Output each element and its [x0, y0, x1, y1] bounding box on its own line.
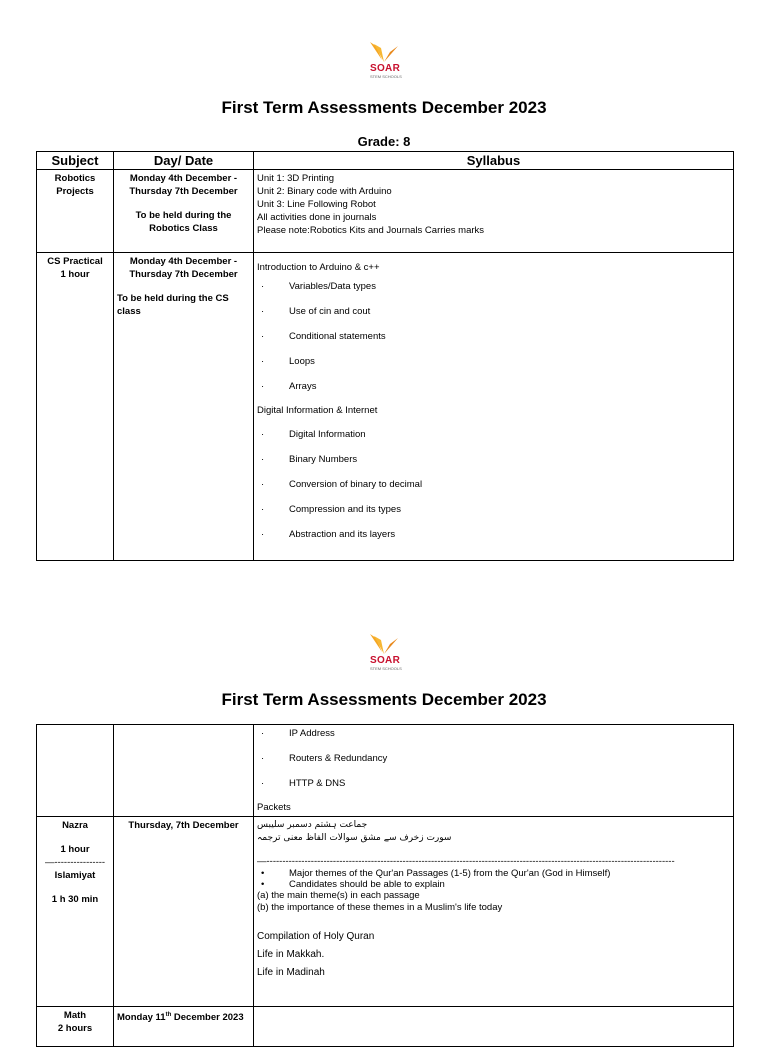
syllabus-line: Unit 2: Binary code with Arduino	[257, 186, 392, 197]
list-item: · Variables/Data types	[261, 281, 376, 292]
grade-label: Grade: 8	[357, 134, 411, 149]
list-item: • Candidates should be able to explain	[261, 879, 445, 890]
urdu-line: جماعت ہشتم دسمبر سلیبس	[257, 820, 368, 830]
assessment-table-page1	[36, 151, 734, 561]
spacer	[40, 882, 110, 893]
subject-name-2: Projects	[56, 186, 94, 197]
table-row-math	[37, 1007, 734, 1047]
date-line: Monday 11th December 2023	[117, 1012, 244, 1024]
header-syllabus: Syllabus	[254, 152, 734, 170]
assessment-table-page2	[36, 724, 734, 1047]
subject-name: Islamiyat	[54, 870, 96, 881]
date-line: Monday 4th December -	[129, 256, 238, 267]
section-heading: Digital Information & Internet	[257, 405, 378, 416]
table-row-cs	[37, 253, 734, 561]
divider: —---------------------------------------------------------------------------------------------------------------------------------	[257, 856, 675, 867]
syllabus-cell	[254, 1007, 734, 1047]
spacer	[117, 198, 250, 209]
subject-name: Math	[63, 1010, 87, 1021]
date-cell	[114, 725, 254, 817]
date-line: Thursday 7th December	[129, 186, 238, 197]
syllabus-line: All activities done in journals	[257, 212, 377, 223]
brand-name: SOAR	[370, 63, 401, 74]
urdu-line: سورت زخرف سے مشق سوالات الفاظ معنی ترجمہ	[257, 833, 452, 843]
date-line: Thursday, 7th December	[128, 820, 239, 831]
syllabus-line: Unit 1: 3D Printing	[257, 173, 335, 184]
section-heading: Introduction to Arduino & c++	[257, 262, 380, 273]
list-item: · Conditional statements	[261, 331, 386, 342]
topic-line: Life in Madinah	[257, 967, 325, 978]
subject-name: CS Practical	[47, 256, 103, 267]
list-item: · HTTP & DNS	[261, 778, 346, 789]
topic-line: Compilation of Holy Quran	[257, 931, 375, 942]
brand-tagline: STEM SCHOOLS	[370, 74, 402, 79]
page-title-2: First Term Assessments December 2023	[221, 690, 547, 709]
date-cell	[114, 253, 254, 561]
syllabus-line: Unit 3: Line Following Robot	[257, 199, 376, 210]
table-row-cs-continued	[37, 725, 734, 817]
list-item: · Arrays	[261, 381, 317, 392]
note-line: To be held during the	[135, 210, 232, 221]
topic-line: Life in Makkah.	[257, 949, 325, 960]
subject-duration: 1 h 30 min	[51, 894, 99, 905]
subject-name: Nazra	[62, 820, 88, 831]
sub-point: (a) the main theme(s) in each passage	[257, 890, 420, 901]
subject-duration: 2 hours	[57, 1023, 93, 1034]
header-subject: Subject	[37, 152, 114, 170]
date-cell	[114, 817, 254, 1007]
subject-cell	[37, 170, 114, 253]
list-item: · Use of cin and cout	[261, 306, 371, 317]
syllabus-cell	[254, 725, 734, 817]
brand-name-page2: SOAR	[370, 655, 401, 666]
list-item: · Compression and its types	[261, 504, 401, 515]
note-line: To be held during the CS	[117, 293, 229, 304]
header-date: Day/ Date	[114, 152, 254, 170]
divider: —----------------	[44, 857, 106, 868]
subject-cell	[37, 1007, 114, 1047]
list-item: • Major themes of the Qur'an Passages (1-5) from the Qur'an (God in Himself)	[261, 868, 611, 879]
syllabus-cell	[254, 170, 734, 253]
subject-cell	[37, 725, 114, 817]
note-line: class	[117, 306, 141, 317]
list-item: · Binary Numbers	[261, 454, 358, 465]
date-line: Monday 4th December -	[129, 173, 238, 184]
subject-cell	[37, 253, 114, 561]
spacer	[117, 281, 250, 292]
date-line: Thursday 7th December	[129, 269, 238, 280]
list-item: · Routers & Redundancy	[261, 753, 388, 764]
brand-tagline-page2: STEM SCHOOLS	[370, 666, 402, 671]
list-item: · Abstraction and its layers	[261, 529, 396, 540]
table-row-nazra-islamiyat	[37, 817, 734, 1007]
date-cell	[114, 1007, 254, 1047]
syllabus-cell	[254, 253, 734, 561]
subject-duration: 1 hour	[60, 844, 90, 855]
page-title: First Term Assessments December 2023	[221, 98, 547, 117]
syllabus-cell	[254, 817, 734, 1007]
note-line: Robotics Class	[149, 223, 218, 234]
spacer	[40, 832, 110, 843]
date-cell	[114, 170, 254, 253]
list-item: · Digital Information	[261, 429, 366, 440]
subject-duration: 1 hour	[60, 269, 90, 280]
sub-point: (b) the importance of these themes in a Muslim's life today	[257, 902, 503, 913]
subject-cell	[37, 817, 114, 1007]
list-item: · IP Address	[261, 728, 335, 739]
table-header-row	[37, 152, 734, 170]
list-item: · Loops	[261, 356, 315, 367]
syllabus-line: Please note:Robotics Kits and Journals Carries marks	[257, 225, 485, 236]
list-item: · Conversion of binary to decimal	[261, 479, 423, 490]
packets-label: Packets	[257, 802, 291, 813]
table-row-robotics	[37, 170, 734, 253]
subject-name: Robotics	[54, 173, 96, 184]
